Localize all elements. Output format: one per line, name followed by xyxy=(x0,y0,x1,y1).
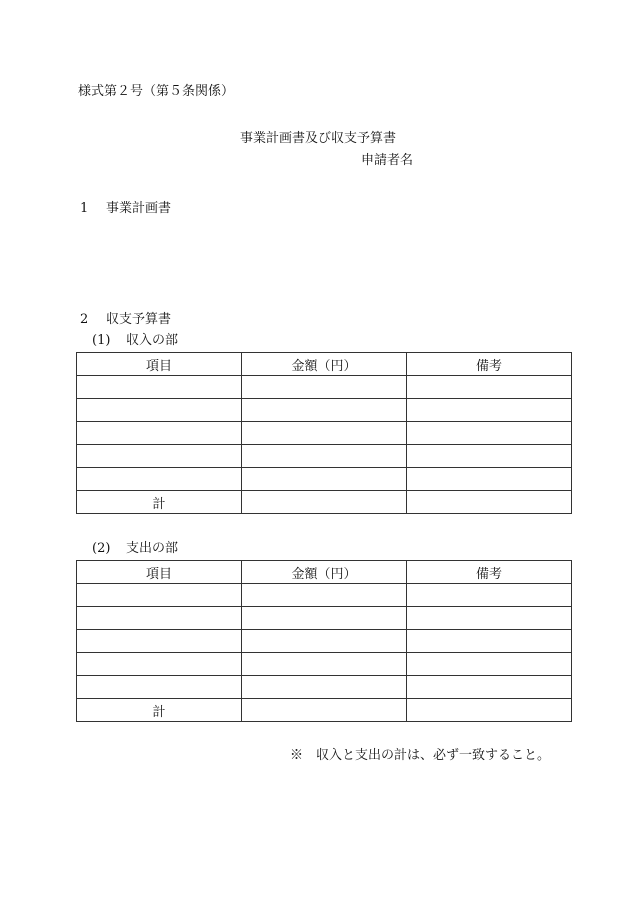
expense-table xyxy=(76,560,572,722)
table-cell[interactable] xyxy=(407,630,572,653)
table-row xyxy=(77,399,572,422)
table-cell[interactable] xyxy=(407,376,572,399)
table-cell[interactable] xyxy=(242,584,407,607)
table-row xyxy=(77,468,572,491)
table-cell[interactable] xyxy=(242,376,407,399)
table-cell[interactable] xyxy=(407,468,572,491)
total-remarks-cell[interactable] xyxy=(407,699,572,722)
table-cell[interactable] xyxy=(242,399,407,422)
section-budget xyxy=(80,312,171,328)
table-row xyxy=(77,607,572,630)
subsection-number: (2) xyxy=(92,541,111,556)
table-header-row xyxy=(77,561,572,584)
table-row xyxy=(77,676,572,699)
table-cell[interactable] xyxy=(407,653,572,676)
table-cell[interactable] xyxy=(407,607,572,630)
table-row xyxy=(77,422,572,445)
table-cell[interactable] xyxy=(242,607,407,630)
table-row xyxy=(77,584,572,607)
table-cell[interactable] xyxy=(242,653,407,676)
table-cell[interactable] xyxy=(77,584,242,607)
income-heading xyxy=(92,333,178,349)
table-cell[interactable] xyxy=(77,653,242,676)
table-row xyxy=(77,653,572,676)
section-title: 事業計画書 xyxy=(106,201,172,216)
section-number: 1 xyxy=(80,201,89,216)
subsection-title: 収入の部 xyxy=(126,333,179,348)
table-cell[interactable] xyxy=(77,376,242,399)
table-row xyxy=(77,445,572,468)
table-cell[interactable] xyxy=(242,422,407,445)
total-label: 計 xyxy=(77,491,242,514)
table-cell[interactable] xyxy=(77,468,242,491)
document-title: 事業計画書及び収支予算書 xyxy=(240,131,397,146)
section-number: 2 xyxy=(80,312,89,327)
column-header-item: 項目 xyxy=(77,561,242,584)
table-cell[interactable] xyxy=(77,399,242,422)
table-cell[interactable] xyxy=(242,468,407,491)
income-table xyxy=(76,352,572,514)
table-cell[interactable] xyxy=(407,676,572,699)
table-cell[interactable] xyxy=(407,445,572,468)
table-cell[interactable] xyxy=(77,445,242,468)
total-label: 計 xyxy=(77,699,242,722)
table-header-row xyxy=(77,353,572,376)
table-cell[interactable] xyxy=(407,422,572,445)
column-header-remarks: 備考 xyxy=(407,561,572,584)
column-header-amount: 金額（円） xyxy=(242,353,407,376)
total-amount-cell[interactable] xyxy=(242,491,407,514)
total-remarks-cell[interactable] xyxy=(407,491,572,514)
section-title: 収支予算書 xyxy=(106,312,172,327)
table-total-row xyxy=(77,491,572,514)
applicant-name-label: 申請者名 xyxy=(361,153,414,168)
total-amount-cell[interactable] xyxy=(242,699,407,722)
table-cell[interactable] xyxy=(77,607,242,630)
column-header-amount: 金額（円） xyxy=(242,561,407,584)
table-cell[interactable] xyxy=(77,676,242,699)
table-cell[interactable] xyxy=(77,630,242,653)
table-row xyxy=(77,630,572,653)
table-cell[interactable] xyxy=(407,399,572,422)
table-cell[interactable] xyxy=(77,422,242,445)
table-total-row xyxy=(77,699,572,722)
form-number: 様式第２号（第５条関係） xyxy=(78,84,235,99)
table-cell[interactable] xyxy=(242,676,407,699)
column-header-remarks: 備考 xyxy=(407,353,572,376)
table-row xyxy=(77,376,572,399)
footnote: ※ 収入と支出の計は、必ず一致すること。 xyxy=(290,748,551,763)
table-cell[interactable] xyxy=(242,445,407,468)
expense-heading xyxy=(92,541,178,557)
table-cell[interactable] xyxy=(407,584,572,607)
table-cell[interactable] xyxy=(242,630,407,653)
column-header-item: 項目 xyxy=(77,353,242,376)
section-business-plan xyxy=(80,201,171,217)
subsection-title: 支出の部 xyxy=(126,541,179,556)
subsection-number: (1) xyxy=(92,333,111,348)
